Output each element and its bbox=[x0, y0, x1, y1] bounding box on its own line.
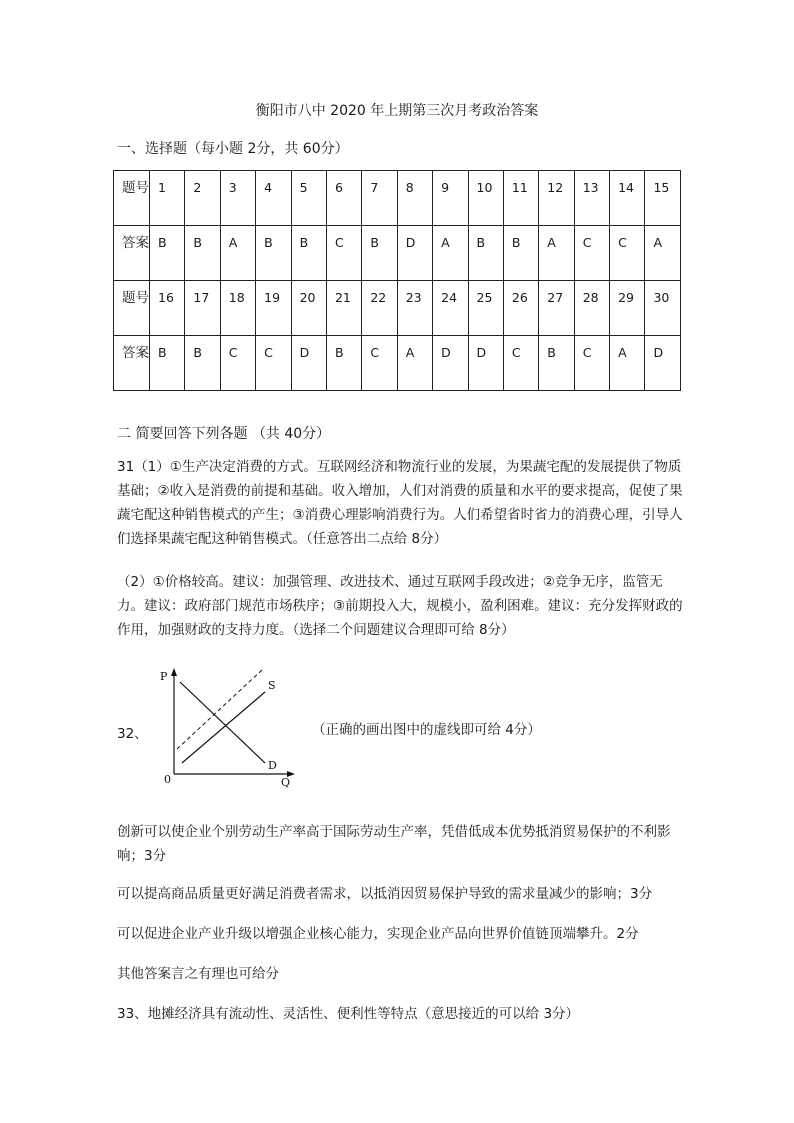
table-cell: 18 bbox=[220, 281, 255, 336]
table-cell: 28 bbox=[574, 281, 609, 336]
supply-demand-graph bbox=[150, 662, 310, 797]
table-cell: D bbox=[291, 336, 326, 391]
q-axis-label: Q bbox=[281, 776, 291, 789]
shifted-supply-dashed-line bbox=[177, 670, 262, 749]
table-cell: 2 bbox=[185, 171, 220, 226]
table-cell: A bbox=[220, 226, 255, 281]
table-cell: B bbox=[468, 226, 503, 281]
table-row bbox=[114, 171, 681, 226]
table-cell: 23 bbox=[397, 281, 432, 336]
q32-point-3: 可以促进企业产业升级以增强企业核心能力，实现企业产品向世界价值链顶端攀升。2分 bbox=[117, 926, 639, 942]
q33-answer: 33、地摊经济具有流动性、灵活性、便利性等特点（意思接近的可以给 3分） bbox=[117, 1006, 580, 1022]
table-cell: 6 bbox=[326, 171, 361, 226]
section-1-heading: 一、选择题（每小题 2分，共 60分） bbox=[117, 141, 349, 157]
table-cell: 5 bbox=[291, 171, 326, 226]
table-cell: 30 bbox=[645, 281, 681, 336]
table-cell: 10 bbox=[468, 171, 503, 226]
row-header: 题号 bbox=[114, 281, 150, 336]
table-cell: C bbox=[362, 336, 397, 391]
table-cell: 26 bbox=[503, 281, 538, 336]
table-cell: 27 bbox=[539, 281, 574, 336]
table-cell: 13 bbox=[574, 171, 609, 226]
table-cell: B bbox=[150, 336, 185, 391]
q32-label: 32、 bbox=[117, 726, 148, 742]
table-cell: C bbox=[610, 226, 645, 281]
demand-line bbox=[180, 682, 265, 763]
table-cell: 21 bbox=[326, 281, 361, 336]
s-curve-label: S bbox=[268, 679, 276, 692]
table-row bbox=[114, 336, 681, 391]
table-cell: D bbox=[645, 336, 681, 391]
table-cell: B bbox=[185, 226, 220, 281]
table-cell: D bbox=[397, 226, 432, 281]
row-header: 答案 bbox=[114, 336, 150, 391]
table-cell: 9 bbox=[433, 171, 468, 226]
table-cell: 22 bbox=[362, 281, 397, 336]
d-curve-label: D bbox=[268, 759, 277, 772]
table-cell: C bbox=[574, 226, 609, 281]
table-cell: 14 bbox=[610, 171, 645, 226]
row-header: 答案 bbox=[114, 226, 150, 281]
table-cell: 20 bbox=[291, 281, 326, 336]
table-cell: 29 bbox=[610, 281, 645, 336]
table-cell: B bbox=[503, 226, 538, 281]
q31-part1: 31（1）①生产决定消费的方式。互联网经济和物流行业的发展，为果蔬宅配的发展提供了物质基础；②收入是消费的前提和基础。收入增加，人们对消费的质量和水平的要求提高，促使了果蔬宅配这种销售模式的产生；③消费心理影响消费行为。人们希望省时省力的消费心理，引导人们选择果蔬宅配这种销售模式。（任意答出二点给 8分） bbox=[117, 459, 683, 547]
supply-line bbox=[182, 692, 265, 763]
q32-note: （正确的画出图中的虚线即可给 4分） bbox=[312, 722, 541, 738]
table-cell: 16 bbox=[150, 281, 185, 336]
table-cell: D bbox=[433, 336, 468, 391]
table-cell: B bbox=[362, 226, 397, 281]
table-cell: C bbox=[503, 336, 538, 391]
table-cell: C bbox=[256, 336, 291, 391]
table-cell: A bbox=[539, 226, 574, 281]
table-cell: B bbox=[150, 226, 185, 281]
table-cell: 24 bbox=[433, 281, 468, 336]
y-axis-arrow bbox=[171, 668, 177, 676]
row-header: 题号 bbox=[114, 171, 150, 226]
answer-table bbox=[113, 170, 681, 391]
table-cell: 3 bbox=[220, 171, 255, 226]
table-cell: D bbox=[468, 336, 503, 391]
table-cell: C bbox=[326, 226, 361, 281]
q32-point-1: 创新可以使企业个别劳动生产率高于国际劳动生产率，凭借低成本优势抵消贸易保护的不利影响；3分 bbox=[117, 824, 671, 864]
table-cell: 12 bbox=[539, 171, 574, 226]
q32-point-4: 其他答案言之有理也可给分 bbox=[117, 966, 279, 982]
table-cell: A bbox=[397, 336, 432, 391]
table-cell: 17 bbox=[185, 281, 220, 336]
table-cell: 1 bbox=[150, 171, 185, 226]
table-cell: A bbox=[645, 226, 681, 281]
table-row bbox=[114, 226, 681, 281]
table-cell: 19 bbox=[256, 281, 291, 336]
table-cell: 8 bbox=[397, 171, 432, 226]
table-cell: B bbox=[291, 226, 326, 281]
section-2-heading: 二 简要回答下列各题 （共 40分） bbox=[117, 426, 331, 442]
table-cell: B bbox=[185, 336, 220, 391]
table-cell: A bbox=[610, 336, 645, 391]
table-cell: C bbox=[574, 336, 609, 391]
table-cell: B bbox=[256, 226, 291, 281]
table-cell: 15 bbox=[645, 171, 681, 226]
table-cell: B bbox=[326, 336, 361, 391]
table-cell: B bbox=[539, 336, 574, 391]
q31-part2: （2）①价格较高。建议：加强管理、改进技术、通过互联网手段改进；②竞争无序，监管无力。建议：政府部门规范市场秩序；③前期投入大，规模小，盈利困难。建议：充分发挥财政的作用，加强财政的支持力度。（选择二个问题建议合理即可给 8分） bbox=[117, 574, 683, 638]
table-row bbox=[114, 281, 681, 336]
page-title: 衡阳市八中 2020 年上期第三次月考政治答案 bbox=[255, 103, 539, 119]
table-cell: 11 bbox=[503, 171, 538, 226]
table-cell: 7 bbox=[362, 171, 397, 226]
q32-point-2: 可以提高商品质量更好满足消费者需求，以抵消因贸易保护导致的需求量减少的影响；3分 bbox=[117, 886, 653, 902]
table-cell: C bbox=[220, 336, 255, 391]
origin-label: 0 bbox=[164, 773, 171, 786]
table-cell: 25 bbox=[468, 281, 503, 336]
table-cell: 4 bbox=[256, 171, 291, 226]
table-cell: A bbox=[433, 226, 468, 281]
p-axis-label: P bbox=[160, 670, 168, 683]
